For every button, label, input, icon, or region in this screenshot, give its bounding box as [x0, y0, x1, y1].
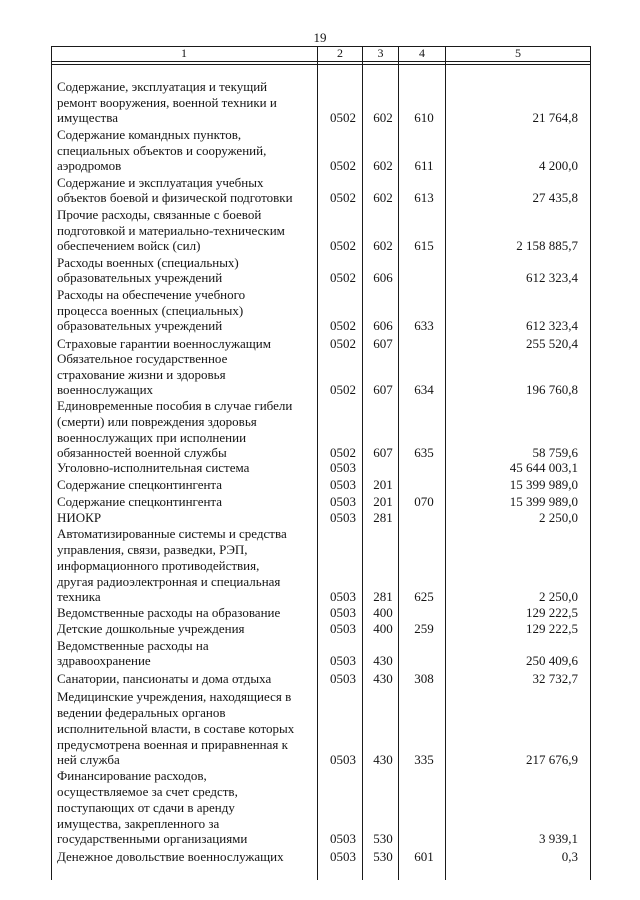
row-name-line: Медицинские учреждения, находящиеся в — [57, 689, 292, 705]
row-name-line: обеспечением войск (сил) — [57, 238, 201, 254]
row-section: 0502 — [330, 238, 356, 254]
table-row — [0, 207, 640, 254]
table-row — [0, 398, 640, 461]
row-target: 201 — [373, 477, 393, 493]
row-name-line: образовательных учреждений — [57, 270, 223, 286]
row-target: 602 — [373, 110, 393, 126]
table-row — [0, 510, 640, 526]
header-col-5: 5 — [515, 46, 521, 60]
row-name — [57, 287, 319, 334]
row-name-line: процесса военных (специальных) — [57, 302, 244, 318]
row-target: 607 — [373, 382, 393, 398]
row-name-line: военнослужащих — [57, 382, 154, 398]
row-target: 281 — [373, 589, 393, 605]
row-name-line: Санатории, пансионаты и дома отдыха — [57, 671, 272, 687]
row-name-line: страхование жизни и здоровья — [57, 366, 226, 382]
row-expense: 308 — [414, 671, 434, 687]
row-name-line: здравоохранение — [57, 653, 151, 669]
row-amount: 27 435,8 — [532, 190, 578, 206]
row-expense: 635 — [414, 445, 434, 461]
row-target: 602 — [373, 238, 393, 254]
row-section: 0503 — [330, 621, 356, 637]
row-name — [57, 336, 319, 352]
row-section: 0503 — [330, 752, 356, 768]
row-name-line: Детские дошкольные учреждения — [57, 621, 245, 637]
row-section: 0502 — [330, 445, 356, 461]
row-name-line: Расходы на обеспечение учебного — [57, 286, 246, 302]
row-section: 0503 — [330, 589, 356, 605]
row-name-line: ней служба — [57, 752, 120, 768]
row-name — [57, 494, 319, 510]
row-name-line: информационного противодействия, — [57, 557, 260, 573]
row-name — [57, 605, 319, 621]
row-target: 530 — [373, 849, 393, 865]
row-name-line: военнослужащих при исполнении — [57, 429, 247, 445]
row-name-line: Денежное довольствие военнослужащих — [57, 849, 284, 865]
row-amount: 612 323,4 — [526, 270, 578, 286]
table-row — [0, 287, 640, 334]
row-amount: 4 200,0 — [539, 158, 578, 174]
row-name-line: (смерти) или повреждения здоровья — [57, 413, 257, 429]
row-section: 0503 — [330, 671, 356, 687]
table-row — [0, 768, 640, 847]
row-section: 0503 — [330, 510, 356, 526]
header-col-1: 1 — [181, 46, 187, 60]
row-amount: 250 409,6 — [526, 653, 578, 669]
row-name-line: ведении федеральных органов — [57, 705, 226, 721]
row-expense: 601 — [414, 849, 434, 865]
row-name-line: Содержание, эксплуатация и текущий — [57, 78, 268, 94]
row-section: 0502 — [330, 110, 356, 126]
row-name-line: обязанностей военной службы — [57, 445, 227, 461]
header-col-2: 2 — [337, 46, 343, 60]
row-target: 430 — [373, 653, 393, 669]
row-name — [57, 175, 319, 206]
row-name — [57, 477, 319, 493]
table-row — [0, 605, 640, 621]
table-row — [0, 689, 640, 768]
row-target: 602 — [373, 190, 393, 206]
row-target: 201 — [373, 494, 393, 510]
row-section: 0502 — [330, 336, 356, 352]
row-target: 606 — [373, 270, 393, 286]
row-name — [57, 849, 319, 865]
row-expense: 335 — [414, 752, 434, 768]
table-row — [0, 127, 640, 174]
table-row — [0, 79, 640, 126]
row-name-line: другая радиоэлектронная и специальная — [57, 573, 281, 589]
row-target: 607 — [373, 445, 393, 461]
row-name-line: поступающих от сдачи в аренду — [57, 799, 235, 815]
row-section: 0502 — [330, 318, 356, 334]
row-name — [57, 689, 319, 768]
row-name — [57, 255, 319, 286]
table-row — [0, 849, 640, 865]
row-target: 606 — [373, 318, 393, 334]
row-amount: 196 760,8 — [526, 382, 578, 398]
row-name-line: имущества, закрепленного за — [57, 815, 220, 831]
row-name-line: Уголовно-исполнительная система — [57, 460, 250, 476]
row-name — [57, 398, 319, 461]
row-section: 0502 — [330, 190, 356, 206]
row-name-line: Содержание спецконтингента — [57, 494, 223, 510]
row-name-line: Автоматизированные системы и средства — [57, 526, 287, 542]
row-section: 0502 — [330, 270, 356, 286]
row-amount: 3 939,1 — [539, 831, 578, 847]
row-amount: 2 158 885,7 — [516, 238, 578, 254]
row-amount: 58 759,6 — [532, 445, 578, 461]
row-amount: 2 250,0 — [539, 510, 578, 526]
row-section: 0503 — [330, 605, 356, 621]
row-name-line: Ведомственные расходы на образование — [57, 605, 281, 621]
row-name-line: осуществляемое за счет средств, — [57, 784, 238, 800]
row-section: 0503 — [330, 477, 356, 493]
row-amount: 15 399 989,0 — [509, 477, 578, 493]
row-amount: 129 222,5 — [526, 605, 578, 621]
table-row — [0, 336, 640, 352]
row-amount: 612 323,4 — [526, 318, 578, 334]
row-amount: 129 222,5 — [526, 621, 578, 637]
row-section: 0503 — [330, 653, 356, 669]
row-name — [57, 638, 319, 669]
table-row — [0, 477, 640, 493]
row-name — [57, 351, 319, 398]
row-expense: 633 — [414, 318, 434, 334]
row-name-line: НИОКР — [57, 510, 102, 526]
row-expense: 611 — [414, 158, 434, 174]
header-col-4: 4 — [419, 46, 425, 60]
row-name — [57, 671, 319, 687]
row-expense: 625 — [414, 589, 434, 605]
table-row — [0, 671, 640, 687]
row-target: 281 — [373, 510, 393, 526]
row-name — [57, 768, 319, 847]
table-row — [0, 351, 640, 398]
row-name — [57, 207, 319, 254]
row-name-line: ремонт вооружения, военной техники и — [57, 94, 277, 110]
table-row — [0, 460, 640, 476]
table-row — [0, 621, 640, 637]
row-name — [57, 460, 319, 476]
row-name-line: Ведомственные расходы на — [57, 637, 209, 653]
row-name-line: объектов боевой и физической подготовки — [57, 190, 293, 206]
row-target: 530 — [373, 831, 393, 847]
row-name-line: Обязательное государственное — [57, 350, 228, 366]
row-expense: 613 — [414, 190, 434, 206]
table-row — [0, 526, 640, 605]
row-name-line: государственными организациями — [57, 831, 248, 847]
row-name-line: Содержание спецконтингента — [57, 477, 223, 493]
row-section: 0503 — [330, 494, 356, 510]
header-col-3: 3 — [377, 46, 384, 60]
row-target: 602 — [373, 158, 393, 174]
row-name-line: Единовременные пособия в случае гибели — [57, 398, 293, 414]
row-name-line: Содержание командных пунктов, — [57, 126, 242, 142]
row-expense: 259 — [414, 621, 434, 637]
row-amount: 217 676,9 — [526, 752, 578, 768]
row-amount: 21 764,8 — [532, 110, 578, 126]
row-expense: 610 — [414, 110, 434, 126]
row-section: 0503 — [330, 460, 356, 476]
row-name-line: Прочие расходы, связанные с боевой — [57, 206, 262, 222]
row-amount: 15 399 989,0 — [509, 494, 578, 510]
row-name-line: образовательных учреждений — [57, 318, 223, 334]
row-name-line: Содержание и эксплуатация учебных — [57, 174, 264, 190]
row-section: 0502 — [330, 382, 356, 398]
row-amount: 45 644 003,1 — [509, 460, 578, 476]
row-amount: 0,3 — [561, 849, 578, 865]
row-name-line: аэродромов — [57, 158, 122, 174]
row-section: 0503 — [330, 831, 356, 847]
row-name — [57, 526, 319, 605]
row-name-line: Расходы военных (специальных) — [57, 254, 239, 270]
row-amount: 255 520,4 — [526, 336, 578, 352]
row-name-line: Страховые гарантии военнослужащим — [57, 336, 271, 352]
row-expense: 615 — [414, 238, 434, 254]
table-row — [0, 175, 640, 206]
row-target: 430 — [373, 752, 393, 768]
row-name-line: специальных объектов и сооружений, — [57, 142, 267, 158]
row-name — [57, 621, 319, 637]
row-name — [57, 510, 319, 526]
table-row — [0, 638, 640, 669]
row-section: 0502 — [330, 158, 356, 174]
table-row — [0, 255, 640, 286]
row-name — [57, 79, 319, 126]
row-amount: 2 250,0 — [539, 589, 578, 605]
row-name-line: управления, связи, разведки, РЭП, — [57, 542, 248, 558]
row-amount: 32 732,7 — [532, 671, 578, 687]
row-name — [57, 127, 319, 174]
row-target: 400 — [373, 621, 393, 637]
row-target: 607 — [373, 336, 393, 352]
row-name-line: техника — [57, 589, 101, 605]
page-number: 19 — [313, 30, 327, 45]
row-expense: 634 — [414, 382, 434, 398]
row-target: 430 — [373, 671, 393, 687]
row-name-line: предусмотрена военная и приравненная к — [57, 736, 288, 752]
row-expense: 070 — [414, 494, 434, 510]
row-name-line: исполнительной власти, в составе которых — [57, 720, 295, 736]
row-name-line: Финансирование расходов, — [57, 768, 207, 784]
row-target: 400 — [373, 605, 393, 621]
row-name-line: имущества — [57, 110, 118, 126]
row-name-line: подготовкой и материально-техническим — [57, 222, 285, 238]
row-section: 0503 — [330, 849, 356, 865]
table-row — [0, 494, 640, 510]
